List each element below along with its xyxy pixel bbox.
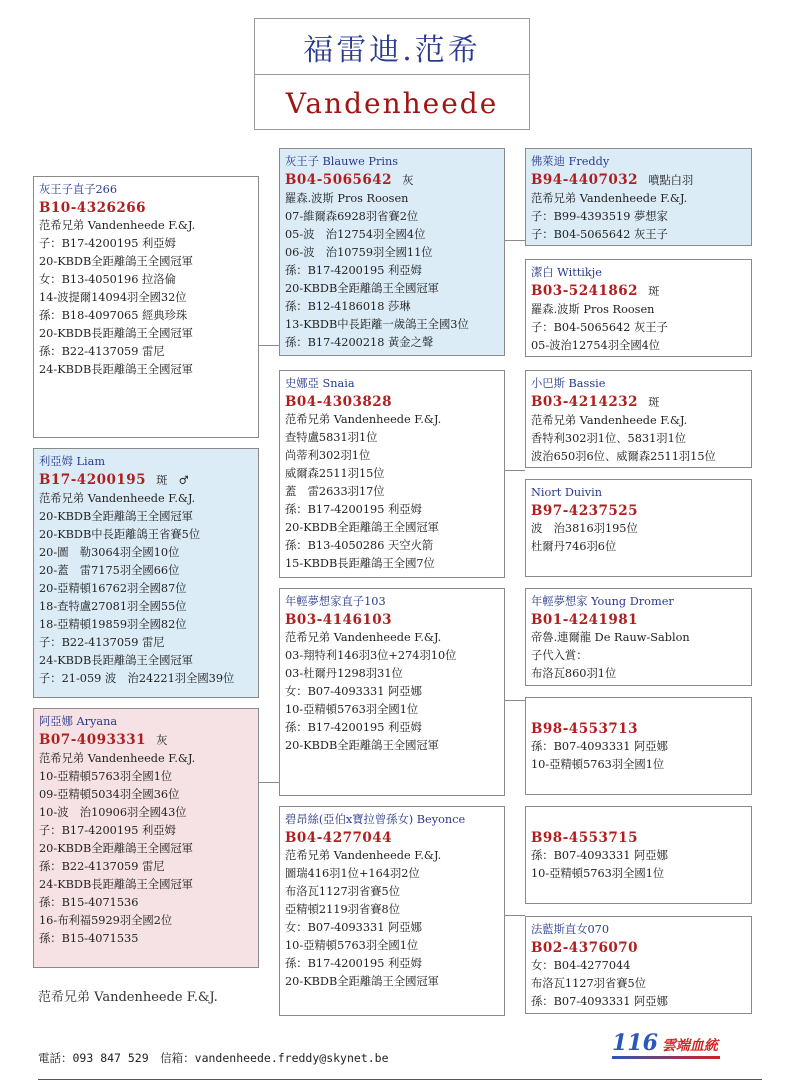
ring-number: B10-4326266 bbox=[39, 200, 147, 216]
info-line: 亞精頓2119羽省賽8位 bbox=[285, 903, 401, 916]
info-line: 24-KBDB長距離鴿王全國冠軍 bbox=[39, 654, 193, 667]
pigeon-name: 小巴斯 Bassie bbox=[531, 377, 606, 390]
info-line: 07-維爾森6928羽省賽2位 bbox=[285, 210, 419, 223]
pigeon-name: 史娜亞 Snaia bbox=[285, 377, 355, 390]
info-line: 范希兄弟 Vandenheede F.&J. bbox=[285, 631, 442, 644]
color-label: 灰 bbox=[156, 734, 168, 747]
info-line: 布洛瓦1127羽省賽5位 bbox=[285, 885, 401, 898]
info-line: 06-波 治10759羽全國11位 bbox=[285, 246, 433, 259]
info-line: 波治650羽6位、威爾森2511羽15位 bbox=[531, 450, 716, 463]
info-line: 10-亞精頓5763羽全國1位 bbox=[39, 770, 173, 783]
logo-number: 116 bbox=[612, 1030, 658, 1056]
pedigree-card-sire-sire bbox=[279, 148, 505, 356]
info-line: 香特利302羽1位、5831羽1位 bbox=[531, 432, 687, 445]
info-line: 16-布利福5929羽全國2位 bbox=[39, 914, 173, 927]
info-line: 20-蓋 雷7175羽全國66位 bbox=[39, 564, 180, 577]
pigeon-name: 法藍斯直女070 bbox=[531, 923, 610, 936]
info-line: 20-KBDB全距離鴿王全國冠軍 bbox=[285, 975, 439, 988]
info-line: 范希兄弟 Vandenheede F.&J. bbox=[285, 413, 442, 426]
pigeon-name: 利亞姆 Liam bbox=[39, 455, 106, 468]
info-line: 10-亞精頓5763羽全國1位 bbox=[531, 867, 665, 880]
pedigree-card-dam-dam bbox=[279, 806, 505, 1016]
pedigree-card-ddd bbox=[525, 916, 752, 1014]
contact-info: 電話：093 847 529 信箱：vandenheede.freddy@skynet.be bbox=[38, 1051, 389, 1065]
ring-number: B98-4553713 bbox=[531, 721, 639, 737]
pigeon-name: 年輕夢想家直子103 bbox=[285, 595, 386, 608]
pedigree-card-dss bbox=[525, 588, 752, 686]
title-english: Vandenheede bbox=[285, 86, 499, 120]
info-line: 布洛瓦860羽1位 bbox=[531, 667, 617, 680]
bottom-divider bbox=[38, 1079, 762, 1080]
ring-number: B04-4303828 bbox=[285, 394, 393, 410]
info-line: 孫：B07-4093331 阿亞娜 bbox=[531, 740, 668, 753]
pedigree-card-dam bbox=[33, 708, 259, 968]
info-line: 孫：B07-4093331 阿亞娜 bbox=[531, 849, 668, 862]
pigeon-name: 潔白 Wittikje bbox=[531, 266, 602, 279]
title-box bbox=[254, 18, 530, 130]
info-line: 孫：B17-4200195 利亞姆 bbox=[285, 957, 422, 970]
color-label: 斑 bbox=[648, 396, 660, 409]
color-label: 噴點白羽 bbox=[648, 174, 694, 187]
breeder-signature: 范希兄弟 Vandenheede F.&J. bbox=[38, 990, 218, 1005]
info-line: 女：B04-4277044 bbox=[531, 959, 631, 972]
ring-number: B04-4277044 bbox=[285, 830, 393, 846]
info-line: 孫：B07-4093331 阿亞娜 bbox=[531, 995, 668, 1008]
info-line: 孫：B17-4200195 利亞姆 bbox=[285, 503, 422, 516]
pigeon-name: 年輕夢想家 Young Dromer bbox=[531, 595, 674, 608]
pedigree-card-ssd bbox=[525, 259, 752, 357]
pigeon-name: 灰王子 Blauwe Prins bbox=[285, 155, 399, 168]
info-line: 24-KBDB長距離鴿王全國冠軍 bbox=[39, 363, 193, 376]
info-line: 18-查特盧27081羽全國55位 bbox=[39, 600, 187, 613]
pedigree-card-sss bbox=[525, 148, 752, 246]
info-line: 05-波治12754羽全國4位 bbox=[531, 339, 661, 352]
info-line: 范希兄弟 Vandenheede F.&J. bbox=[39, 752, 196, 765]
pedigree-card-dds bbox=[525, 806, 752, 904]
connector-line bbox=[259, 345, 279, 346]
info-line: 孫：B13-4050286 天空火箭 bbox=[285, 539, 434, 552]
info-line: 布洛瓦1127羽省賽5位 bbox=[531, 977, 647, 990]
info-line: 20-KBDB全距離鴿王全國冠軍 bbox=[285, 282, 439, 295]
info-line: 20-圖 勒3064羽全國10位 bbox=[39, 546, 180, 559]
ring-number: B03-4214232 斑 bbox=[531, 394, 660, 410]
ring-number: B02-4376070 bbox=[531, 940, 639, 956]
pigeon-name: 阿亞娜 Aryana bbox=[39, 715, 118, 728]
info-line: 24-KBDB長距離鴿王全國冠軍 bbox=[39, 878, 193, 891]
info-line: 圖瑞416羽1位+164羽2位 bbox=[285, 867, 420, 880]
pigeon-name: 佛萊迪 Freddy bbox=[531, 155, 610, 168]
info-line: 范希兄弟 Vandenheede F.&J. bbox=[531, 192, 688, 205]
info-line: 杜爾丹746羽6位 bbox=[531, 540, 617, 553]
info-line: 20-KBDB全距離鴿王全國冠軍 bbox=[39, 510, 193, 523]
brand-logo bbox=[612, 1030, 718, 1056]
pedigree-card-subject bbox=[33, 448, 259, 698]
info-line: 20-KBDB全距離鴿王全國冠軍 bbox=[285, 739, 439, 752]
info-line: 20-KBDB全距離鴿王全國冠軍 bbox=[39, 842, 193, 855]
ring-number: B97-4237525 bbox=[531, 503, 639, 519]
info-line: 孫：B17-4200195 利亞姆 bbox=[285, 721, 422, 734]
connector-line bbox=[505, 915, 525, 916]
pedigree-card-dsd bbox=[525, 697, 752, 795]
info-line: 范希兄弟 Vandenheede F.&J. bbox=[39, 492, 196, 505]
logo-underline bbox=[612, 1056, 720, 1059]
info-line: 孫：B22-4137059 雷尼 bbox=[39, 860, 165, 873]
info-line: 09-亞精頓5034羽全國36位 bbox=[39, 788, 180, 801]
info-line: 20-亞精頓16762羽全國87位 bbox=[39, 582, 187, 595]
info-line: 子：B04-5065642 灰王子 bbox=[531, 228, 668, 241]
info-line: 威爾森2511羽15位 bbox=[285, 467, 385, 480]
ring-number: B17-4200195 斑 ♂ bbox=[39, 472, 189, 488]
info-line: 子：B17-4200195 利亞姆 bbox=[39, 237, 176, 250]
info-line: 18-亞精頓19859羽全國82位 bbox=[39, 618, 187, 631]
info-line: 20-KBDB全距離鴿王全國冠軍 bbox=[285, 521, 439, 534]
pedigree-card-sire-dam bbox=[279, 370, 505, 578]
info-line: 05-波 治12754羽全國4位 bbox=[285, 228, 426, 241]
info-line: 10-亞精頓5763羽全國1位 bbox=[531, 758, 665, 771]
info-line: 羅森.波斯 Pros Roosen bbox=[285, 192, 409, 205]
info-line: 13-KBDB中長距離一歲鴿王全國3位 bbox=[285, 318, 469, 331]
info-line: 15-KBDB長距離鴿王全國7位 bbox=[285, 557, 435, 570]
info-line: 女：B07-4093331 阿亞娜 bbox=[285, 685, 422, 698]
info-line: 孫：B22-4137059 雷尼 bbox=[39, 345, 165, 358]
info-line: 03-杜爾丹1298羽31位 bbox=[285, 667, 403, 680]
pedigree-card-dam-sire bbox=[279, 588, 505, 796]
ring-number: B94-4407032 噴點白羽 bbox=[531, 172, 694, 188]
pigeon-name: 灰王子直子266 bbox=[39, 183, 118, 196]
connector-line bbox=[259, 782, 279, 783]
info-line: 20-KBDB長距離鴿王全國冠軍 bbox=[39, 327, 193, 340]
info-line: 子：21-059 波 治24221羽全國39位 bbox=[39, 672, 235, 685]
info-line: 女：B13-4050196 拉洛倫 bbox=[39, 273, 176, 286]
info-line: 10-波 治10906羽全國43位 bbox=[39, 806, 187, 819]
connector-line bbox=[505, 240, 525, 241]
info-line: 女：B07-4093331 阿亞娜 bbox=[285, 921, 422, 934]
ring-number: B03-5241862 斑 bbox=[531, 283, 660, 299]
info-line: 蓋 雷2633羽17位 bbox=[285, 485, 385, 498]
color-label: 斑 ♂ bbox=[156, 474, 189, 487]
info-line: 波 治3816羽195位 bbox=[531, 522, 638, 535]
info-line: 范希兄弟 Vandenheede F.&J. bbox=[531, 414, 688, 427]
info-line: 孫：B17-4200195 利亞姆 bbox=[285, 264, 422, 277]
info-line: 孫：B15-4071536 bbox=[39, 896, 139, 909]
ring-number: B03-4146103 bbox=[285, 612, 393, 628]
pedigree-card-sds bbox=[525, 370, 752, 468]
info-line: 帝魯.連爾龍 De Rauw-Sablon bbox=[531, 631, 690, 644]
info-line: 尚蒂利302羽1位 bbox=[285, 449, 371, 462]
info-line: 子：B22-4137059 雷尼 bbox=[39, 636, 165, 649]
ring-number: B01-4241981 bbox=[531, 612, 639, 628]
pedigree-card-sire bbox=[33, 176, 259, 438]
info-line: 03-翔特利146羽3位+274羽10位 bbox=[285, 649, 457, 662]
info-line: 羅森.波斯 Pros Roosen bbox=[531, 303, 655, 316]
info-line: 孫：B18-4097065 經典珍珠 bbox=[39, 309, 188, 322]
color-label: 斑 bbox=[648, 285, 660, 298]
info-line: 10-亞精頓5763羽全國1位 bbox=[285, 703, 419, 716]
info-line: 14-波提爾14094羽全國32位 bbox=[39, 291, 187, 304]
info-line: 子：B17-4200195 利亞姆 bbox=[39, 824, 176, 837]
info-line: 孫：B12-4186018 莎琳 bbox=[285, 300, 411, 313]
info-line: 孫：B17-4200218 黃金之聲 bbox=[285, 336, 434, 349]
pigeon-name: Niort Duivin bbox=[531, 486, 603, 499]
logo-text: 雲端血統 bbox=[661, 1038, 718, 1054]
info-line: 孫：B15-4071535 bbox=[39, 932, 139, 945]
info-line: 范希兄弟 Vandenheede F.&J. bbox=[285, 849, 442, 862]
ring-number: B04-5065642 灰 bbox=[285, 172, 414, 188]
info-line: 20-KBDB全距離鴿王全國冠軍 bbox=[39, 255, 193, 268]
ring-number: B07-4093331 灰 bbox=[39, 732, 168, 748]
info-line: 10-亞精頓5763羽全國1位 bbox=[285, 939, 419, 952]
title-chinese: 福雷迪.范希 bbox=[255, 19, 529, 75]
info-line: 范希兄弟 Vandenheede F.&J. bbox=[39, 219, 196, 232]
pigeon-name: 碧昂絲(亞伯x寶拉曾孫女) Beyonce bbox=[285, 813, 466, 826]
info-line: 20-KBDB中長距離鴿王省賽5位 bbox=[39, 528, 201, 541]
info-line: 查特盧5831羽1位 bbox=[285, 431, 378, 444]
info-line: 子：B04-5065642 灰王子 bbox=[531, 321, 668, 334]
connector-line bbox=[505, 700, 525, 701]
connector-line bbox=[505, 470, 525, 471]
info-line: 子：B99-4393519 夢想家 bbox=[531, 210, 668, 223]
info-line: 子代入賞： bbox=[531, 649, 588, 662]
pedigree-card-sdd bbox=[525, 479, 752, 577]
color-label: 灰 bbox=[402, 174, 414, 187]
ring-number: B98-4553715 bbox=[531, 830, 639, 846]
